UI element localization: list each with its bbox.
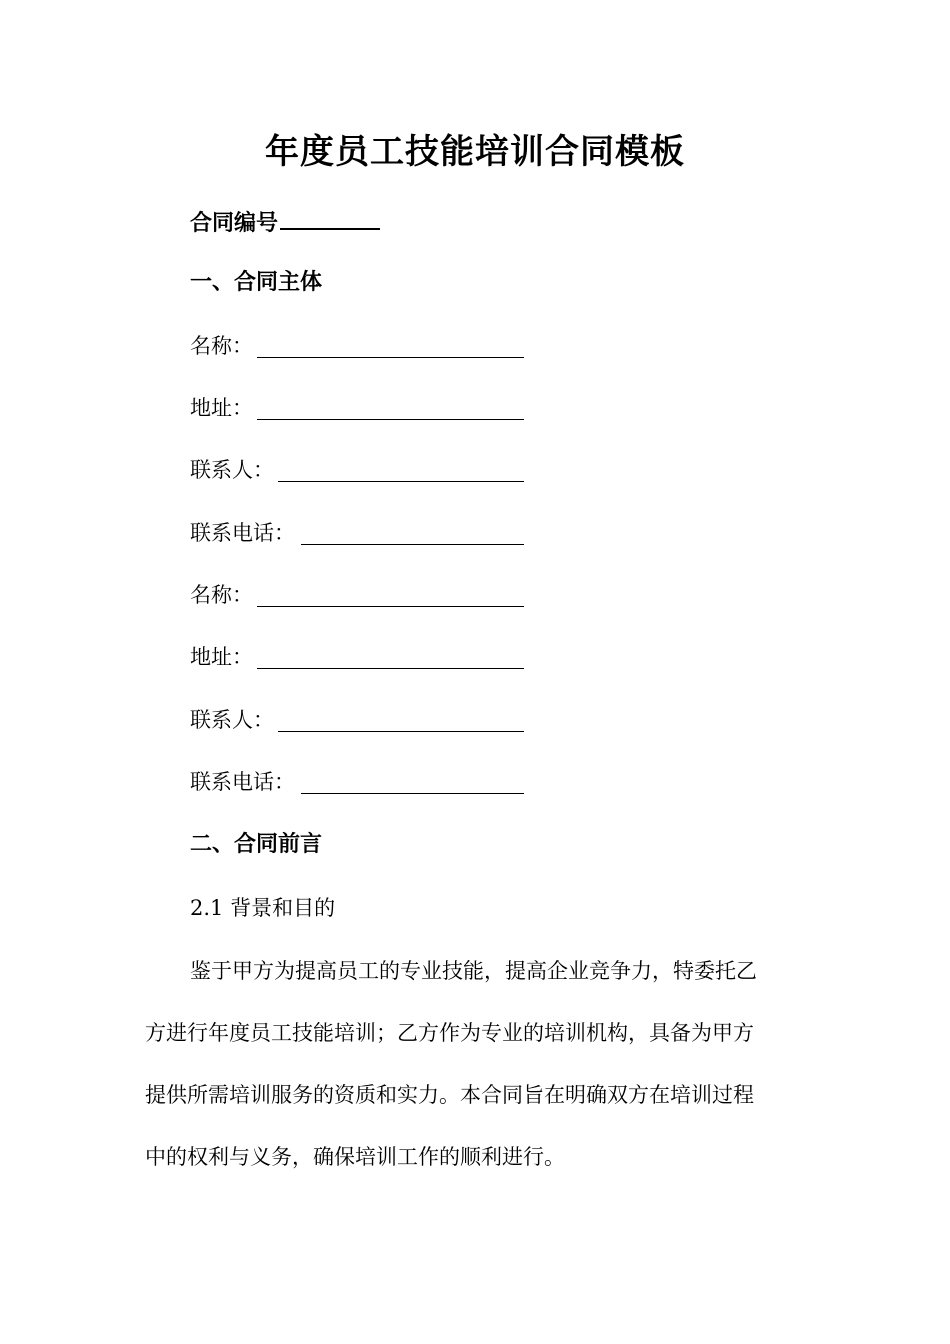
party-a-phone-label: 联系电话： [190, 521, 295, 545]
party-b-phone-field [190, 767, 524, 797]
paragraph-line: 鉴于甲方为提高员工的专业技能，提高企业竞争力，特委托乙 [190, 959, 757, 983]
party-b-address-blank[interactable] [257, 668, 524, 669]
party-b-name-field [190, 580, 524, 610]
party-b-phone-label: 联系电话： [190, 770, 295, 794]
paragraph-line: 提供所需培训服务的资质和实力。本合同旨在明确双方在培训过程 [145, 1083, 754, 1107]
party-b-contact-field [190, 705, 524, 735]
party-b-name-label: 名称： [190, 583, 253, 607]
party-a-contact-blank[interactable] [278, 481, 524, 482]
background-paragraph [145, 940, 810, 1188]
party-a-address-blank[interactable] [257, 419, 524, 420]
party-a-contact-field [190, 455, 524, 485]
party-b-contact-label: 联系人： [190, 708, 274, 732]
contract-number-blank[interactable] [280, 206, 380, 230]
section-1-heading: 一、合同主体 [190, 270, 323, 295]
party-b-address-field [190, 642, 524, 672]
contract-number-label: 合同编号 [190, 211, 279, 236]
party-a-address-field [190, 393, 524, 423]
party-b-phone-blank[interactable] [301, 793, 524, 794]
subsection-2-1-heading: 2.1 背景和目的 [190, 896, 336, 920]
party-a-phone-field [190, 518, 524, 548]
party-a-name-blank[interactable] [257, 357, 524, 358]
contract-number [190, 206, 380, 239]
paragraph-line: 中的权利与义务，确保培训工作的顺利进行。 [145, 1145, 565, 1169]
party-a-name-label: 名称： [190, 334, 253, 358]
party-b-contact-blank[interactable] [278, 731, 524, 732]
document-title: 年度员工技能培训合同模板 [265, 132, 685, 172]
party-a-address-label: 地址： [190, 396, 253, 420]
section-2-heading: 二、合同前言 [190, 832, 323, 857]
party-a-phone-blank[interactable] [301, 544, 524, 545]
party-b-name-blank[interactable] [257, 606, 524, 607]
party-a-name-field [190, 331, 524, 361]
party-a-contact-label: 联系人： [190, 458, 274, 482]
party-b-address-label: 地址： [190, 645, 253, 669]
paragraph-line: 方进行年度员工技能培训；乙方作为专业的培训机构，具备为甲方 [145, 1021, 754, 1045]
